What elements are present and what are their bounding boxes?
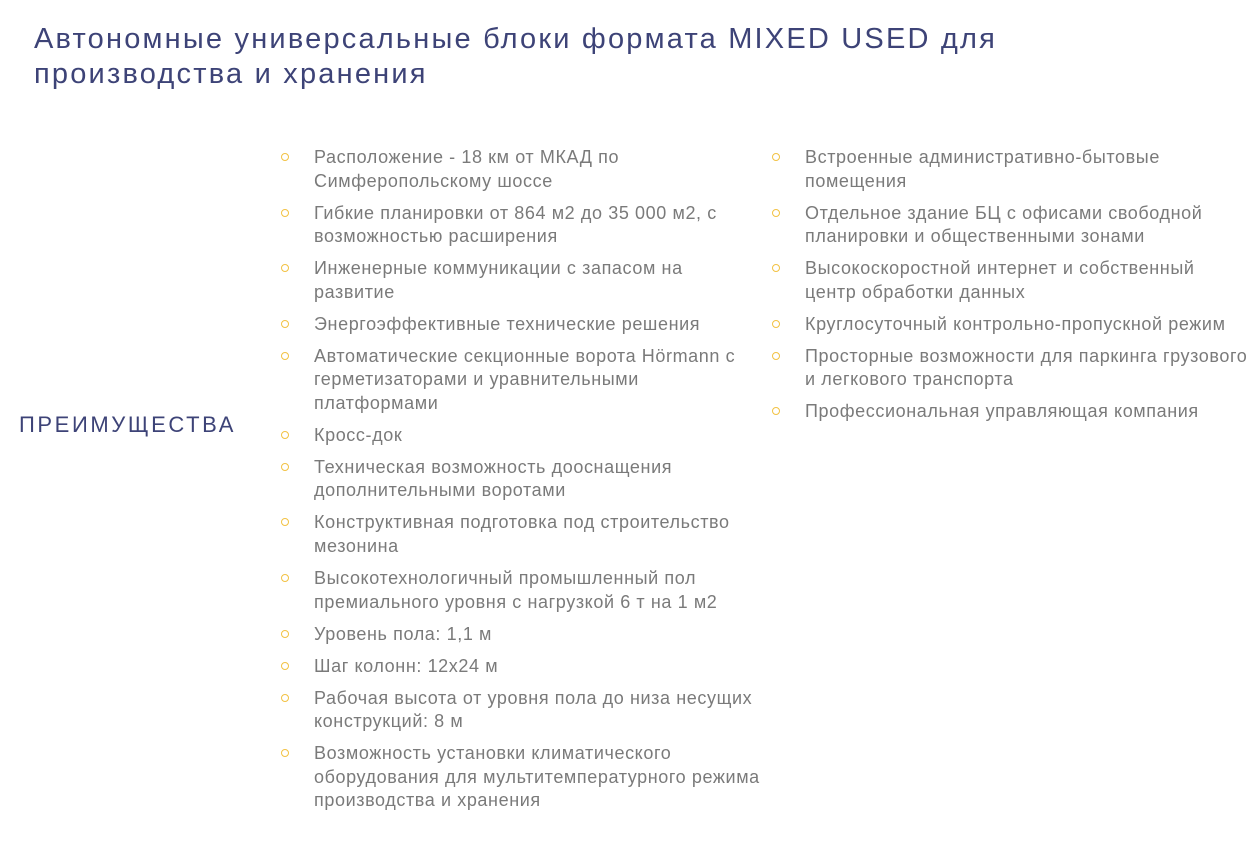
list-item-text: Круглосуточный контрольно-пропускной режим: [805, 313, 1226, 334]
list-item-text: Автоматические секционные ворота Hörmann с герметизаторами и уравнительными платформами: [314, 345, 736, 413]
list-item: [771, 313, 1251, 337]
list-item-text: Гибкие планировки от 864 м2 до 35 000 м2, с возможностью расширения: [314, 202, 717, 247]
list-item: [771, 146, 1251, 193]
list-item: [280, 345, 760, 416]
list-item-text: Просторные возможности для паркинга грузового и легкового транспорта: [805, 345, 1248, 390]
circle-bullet-icon: [281, 264, 289, 272]
circle-bullet-icon: [281, 153, 289, 161]
list-item: [280, 202, 760, 249]
list-item: [280, 257, 760, 304]
list-item-text: Профессиональная управляющая компания: [805, 401, 1199, 422]
circle-bullet-icon: [772, 209, 780, 217]
list-item-text: Рабочая высота от уровня пола до низа несущих конструкций: 8 м: [314, 687, 753, 732]
circle-bullet-icon: [281, 749, 289, 757]
circle-bullet-icon: [281, 662, 289, 670]
circle-bullet-icon: [772, 320, 780, 328]
list-item-text: Энергоэффективные технические решения: [314, 313, 701, 334]
section-label-advantages: ПРЕИМУЩЕСТВА: [19, 412, 236, 437]
circle-bullet-icon: [281, 518, 289, 526]
list-item: [280, 623, 760, 647]
list-item-text: Высокотехнологичный промышленный пол премиального уровня с нагрузкой 6 т на 1 м2: [314, 568, 718, 612]
list-item-text: Конструктивная подготовка под строительство мезонина: [314, 512, 730, 557]
list-item-text: Расположение - 18 км от МКАД по Симферопольскому шоссе: [314, 147, 620, 191]
list-item: [280, 687, 760, 734]
page-title: Автономные универсальные блоки формата MIXED USED для производства и хранения: [34, 23, 998, 90]
list-item-text: Шаг колонн: 12х24 м: [314, 655, 499, 676]
list-item-text: Техническая возможность дооснащения дополнительными воротами: [314, 456, 673, 501]
list-item: [771, 400, 1251, 424]
circle-bullet-icon: [281, 352, 289, 360]
list-item-text: Возможность установки климатического оборудования для мультитемпературного режима производства и хранения: [314, 743, 760, 811]
list-item-text: Высокоскоростной интернет и собственный центр обработки данных: [805, 258, 1195, 302]
list-item: [280, 511, 760, 558]
circle-bullet-icon: [772, 264, 780, 272]
circle-bullet-icon: [281, 320, 289, 328]
list-item: [771, 345, 1251, 392]
circle-bullet-icon: [281, 630, 289, 638]
list-item: [280, 655, 760, 679]
list-item: [771, 257, 1251, 304]
advantages-list-left: [280, 146, 760, 821]
list-item: [280, 424, 760, 448]
list-item: [280, 742, 760, 813]
advantages-list-right: [771, 146, 1251, 432]
list-item-text: Инженерные коммуникации с запасом на развитие: [314, 258, 683, 302]
list-item-text: Кросс-док: [314, 424, 403, 445]
list-item: [771, 202, 1251, 249]
circle-bullet-icon: [281, 694, 289, 702]
list-item: [280, 146, 760, 193]
circle-bullet-icon: [281, 431, 289, 439]
list-item-text: Уровень пола: 1,1 м: [314, 623, 493, 644]
list-item: [280, 313, 760, 337]
circle-bullet-icon: [772, 352, 780, 360]
list-item: [280, 456, 760, 503]
circle-bullet-icon: [772, 153, 780, 161]
circle-bullet-icon: [281, 574, 289, 582]
circle-bullet-icon: [281, 209, 289, 217]
list-item-text: Встроенные административно-бытовые помещения: [805, 147, 1160, 191]
list-item: [280, 567, 760, 614]
list-item-text: Отдельное здание БЦ с офисами свободной планировки и общественными зонами: [805, 202, 1203, 247]
circle-bullet-icon: [772, 407, 780, 415]
circle-bullet-icon: [281, 463, 289, 471]
